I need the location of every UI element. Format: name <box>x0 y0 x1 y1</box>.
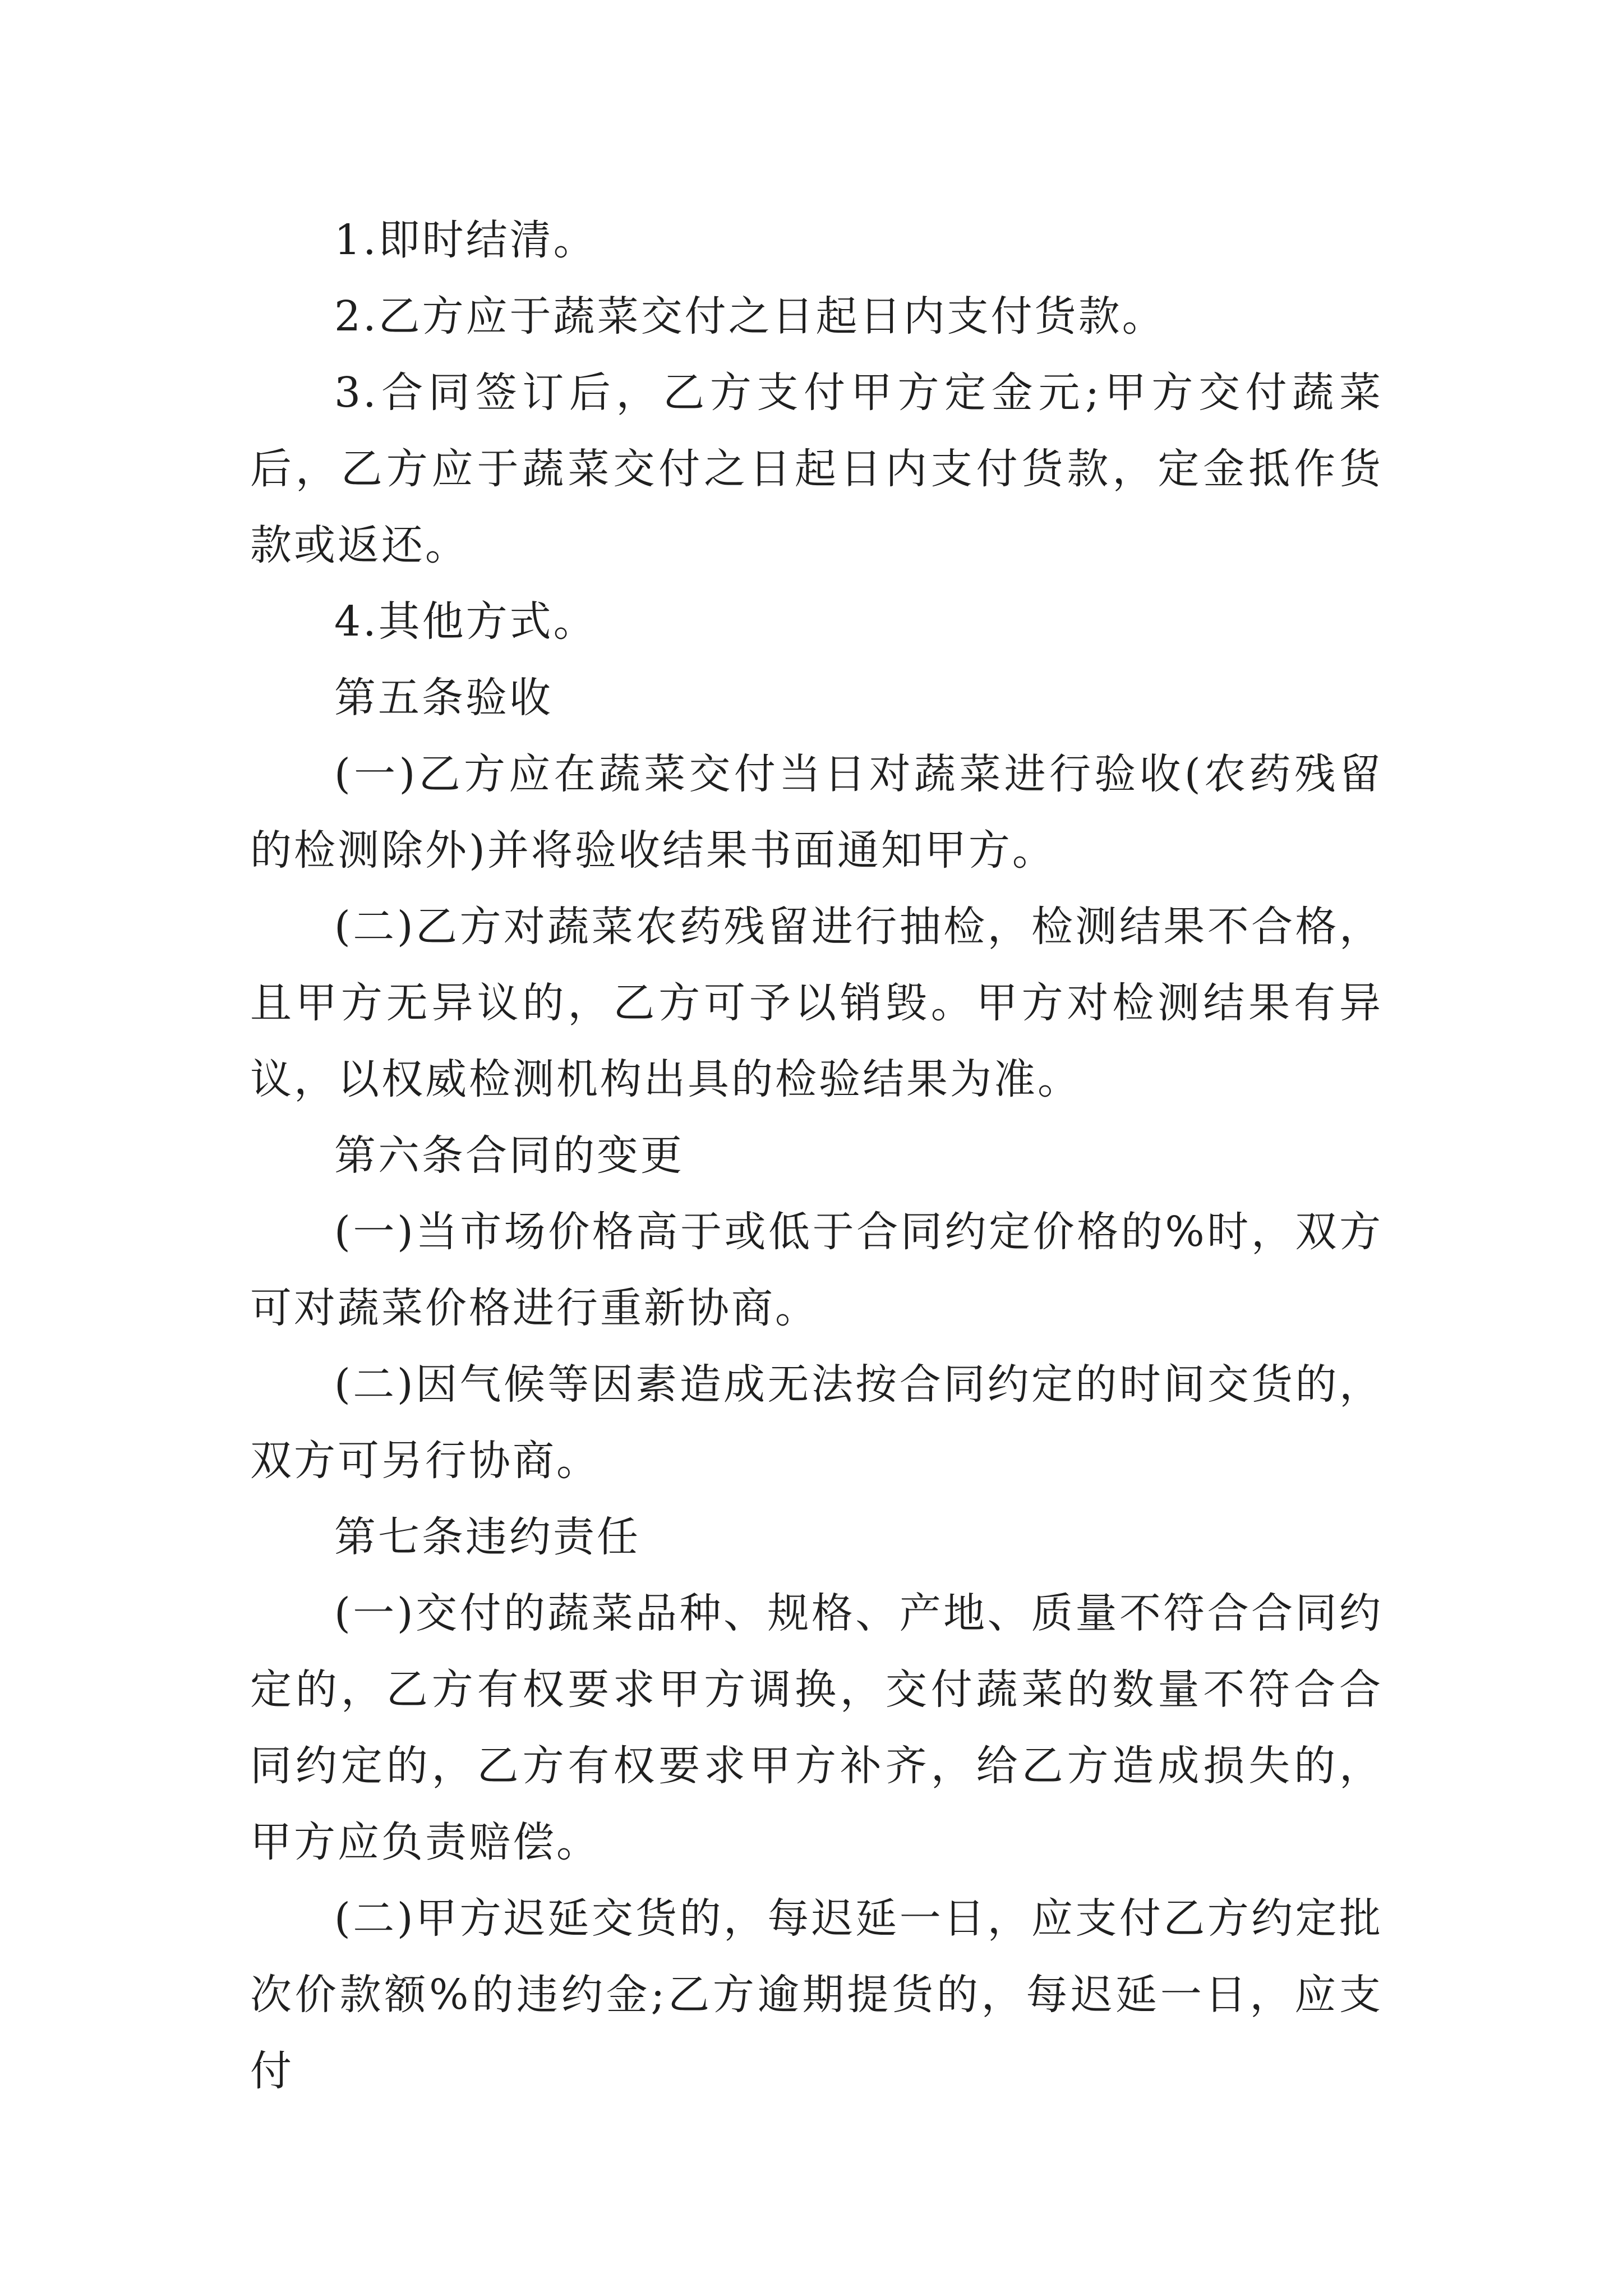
paragraph-article-5-item-2: (二)乙方对蔬菜农药残留进行抽检，检测结果不合格，且甲方无异议的，乙方可予以销毁。甲方对检测结果有异议，以权威检测机构出具的检验结果为准。 <box>250 903 1383 1103</box>
paragraph-payment-option-4: 4.其他方式。 <box>334 597 597 646</box>
paragraph-payment-option-3: 3.合同签订后，乙方支付甲方定金元;甲方交付蔬菜后，乙方应于蔬菜交付之日起日内支付货款，定金抵作货款或返还。 <box>250 369 1383 569</box>
paragraph-article-7-item-1: (一)交付的蔬菜品种、规格、产地、质量不符合合同约定的，乙方有权要求甲方调换，交付蔬菜的数量不符合合同约定的，乙方有权要求甲方补齐，给乙方造成损失的，甲方应负责赔偿。 <box>250 1589 1383 1866</box>
paragraph-article-6-item-1: (一)当市场价格高于或低于合同约定价格的%时，双方可对蔬菜价格进行重新协商。 <box>250 1208 1383 1332</box>
paragraph-article-7-item-2: (二)甲方迟延交货的，每迟延一日，应支付乙方约定批次价款额%的违约金;乙方逾期提货的，每迟延一日，应支付 <box>250 1894 1383 2095</box>
heading-article-7: 第七条违约责任 <box>334 1513 640 1561</box>
paragraph-article-5-item-1: (一)乙方应在蔬菜交付当日对蔬菜进行验收(农药残留的检测除外)并将验收结果书面通知甲方。 <box>250 750 1383 875</box>
heading-article-5: 第五条验收 <box>334 674 553 722</box>
paragraph-article-6-item-2: (二)因气候等因素造成无法按合同约定的时间交货的，双方可另行协商。 <box>250 1360 1383 1485</box>
document-body <box>250 202 1383 2109</box>
paragraph-payment-option-1: 1.即时结清。 <box>334 216 597 264</box>
paragraph-payment-option-2: 2.乙方应于蔬菜交付之日起日内支付货款。 <box>334 292 1166 341</box>
heading-article-6: 第六条合同的变更 <box>334 1131 684 1180</box>
